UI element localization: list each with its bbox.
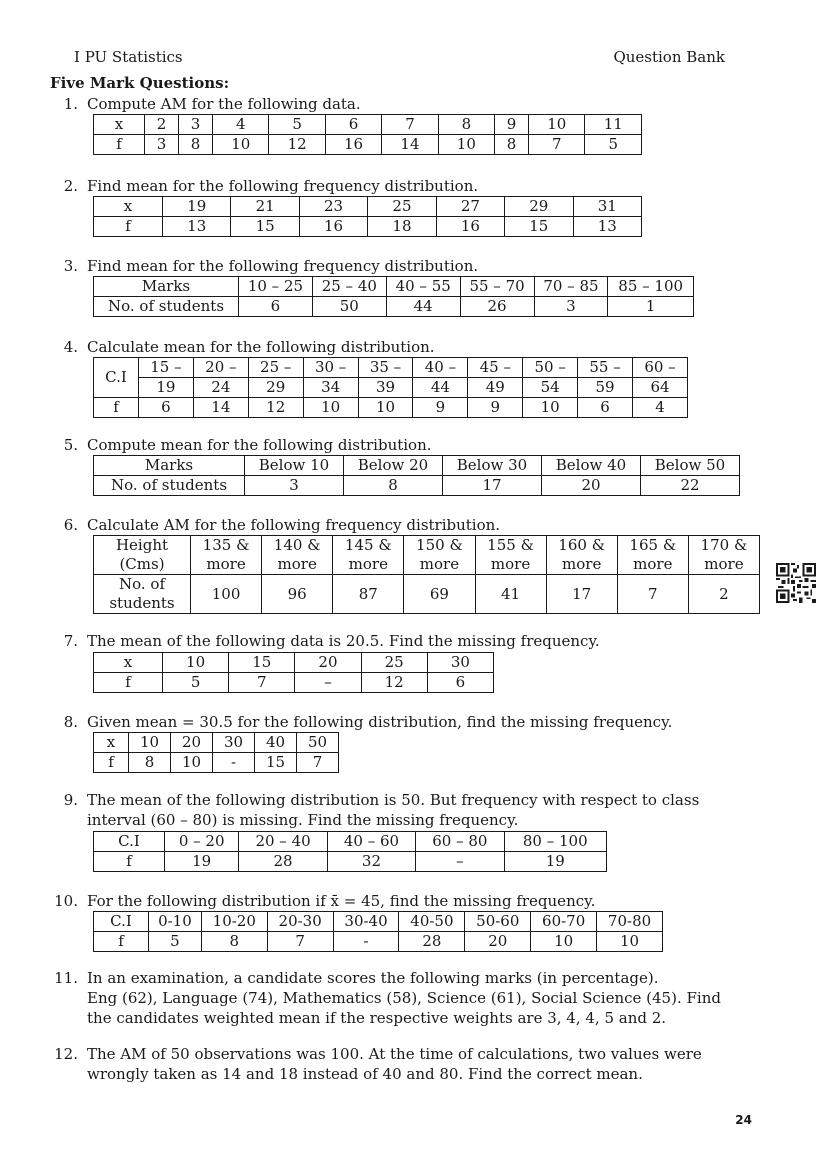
table-cell (688, 536, 759, 575)
table-cell: 25 – (248, 358, 303, 378)
question-10 (50, 891, 760, 911)
page-number: 24 (735, 1113, 752, 1127)
table-cell: 40 – 55 (386, 277, 460, 297)
table-cell: 15 (255, 753, 297, 773)
table-row-header: C.I (94, 912, 149, 932)
table-cell: 3 (145, 135, 179, 155)
table-cell: 16 (299, 217, 367, 237)
table-cell: 8 (495, 135, 529, 155)
table-cell: 25 – 40 (312, 277, 386, 297)
table-row-header: f (94, 217, 163, 237)
table-cell: 10 (129, 733, 171, 753)
table-cell-line: 140 & (273, 536, 321, 554)
table-cell: 16 (325, 135, 381, 155)
table-cell: 4 (213, 115, 269, 135)
table-cell: 8 (344, 476, 443, 496)
table-cell-line: 165 & (629, 536, 677, 554)
table-cell: 28 (399, 932, 465, 952)
table-cell: 15 (505, 217, 573, 237)
question-text: For the following distribution if x̄ = 45, find the missing frequency. (87, 892, 596, 910)
table-cell-line: (Cms) (119, 555, 165, 573)
table-cell: 60 – (633, 358, 688, 378)
table-cell-line: 135 & (202, 536, 250, 554)
table-cell: 10 (213, 135, 269, 155)
table-cell-line: more (419, 555, 460, 573)
q9-table (93, 831, 607, 872)
table-cell: 15 (229, 653, 295, 673)
table-cell: 19 (163, 197, 231, 217)
q4-table (93, 357, 688, 418)
table-cell: 7 (617, 575, 688, 614)
question-number: 5. (63, 436, 78, 454)
table-cell: 0-10 (149, 912, 202, 932)
table-row (94, 912, 663, 932)
question-number: 11. (54, 969, 78, 987)
table-cell: 8 (129, 753, 171, 773)
header-subject: I PU Statistics (74, 48, 183, 66)
table-cell: f (94, 398, 139, 418)
table-cell: C.I (94, 358, 139, 398)
table-cell-line: more (348, 555, 388, 573)
table-row (94, 115, 642, 135)
table-cell: 10 (171, 753, 213, 773)
table-row (94, 358, 688, 378)
table-cell: 15 – (139, 358, 194, 378)
table-cell: 12 (269, 135, 325, 155)
question-11 (50, 968, 760, 1028)
table-cell: 6 (325, 115, 381, 135)
table-row (94, 217, 642, 237)
table-row (94, 575, 760, 614)
question-text: The AM of 50 observations was 100. At the time of calculations, two values were (87, 1045, 702, 1063)
table-row-header: f (94, 932, 149, 952)
table-row (94, 378, 688, 398)
table-row (94, 932, 663, 952)
table-cell: 10 (163, 653, 229, 673)
table-cell-line: students (109, 594, 175, 612)
table-cell: 26 (460, 297, 534, 317)
table-cell: 17 (443, 476, 542, 496)
question-9 (50, 790, 760, 830)
table-cell: 10 (303, 398, 358, 418)
table-cell: 8 (438, 115, 494, 135)
table-cell: 31 (573, 197, 641, 217)
table-cell: 34 (303, 378, 358, 398)
table-cell: 5 (585, 135, 642, 155)
question-text: Given mean = 30.5 for the following distribution, find the missing frequency. (87, 713, 673, 731)
table-row (94, 135, 642, 155)
table-cell: 50 (297, 733, 339, 753)
table-row-header: f (94, 673, 163, 693)
table-cell-line: 170 & (700, 536, 748, 554)
table-cell: 3 (534, 297, 608, 317)
table-cell: 8 (201, 932, 267, 952)
table-cell-line: more (562, 555, 602, 573)
table-cell-line: more (277, 555, 317, 573)
table-cell: 54 (523, 378, 578, 398)
question-text: Eng (62), Language (74), Mathematics (58), Science (61), Social Science (45). Find (87, 989, 721, 1007)
table-cell: 2 (688, 575, 759, 614)
table-cell: 50 (312, 297, 386, 317)
table-cell: 85 – 100 (608, 277, 694, 297)
table-cell: 20 (295, 653, 361, 673)
table-cell: 27 (436, 197, 504, 217)
table-cell: 10 (523, 398, 578, 418)
table-cell: 2 (145, 115, 179, 135)
table-cell: 23 (299, 197, 367, 217)
table-cell: 55 – (578, 358, 633, 378)
table-cell: 19 (504, 852, 606, 872)
table-cell: 96 (262, 575, 333, 614)
table-cell: 17 (546, 575, 617, 614)
table-cell: – (295, 673, 361, 693)
question-2 (50, 176, 760, 196)
table-cell: 40 (255, 733, 297, 753)
table-cell: 0 – 20 (165, 832, 239, 852)
q6-table (93, 535, 760, 614)
table-cell: 8 (179, 135, 213, 155)
table-cell: 22 (641, 476, 740, 496)
table-row-header: x (94, 653, 163, 673)
question-number: 8. (63, 713, 78, 731)
q7-table (93, 652, 494, 693)
question-number: 7. (63, 632, 78, 650)
table-row (94, 476, 740, 496)
table-cell: Below 50 (641, 456, 740, 476)
q1-table (93, 114, 642, 155)
table-cell: 80 – 100 (504, 832, 606, 852)
table-cell: 9 (468, 398, 523, 418)
table-cell: 25 (361, 653, 427, 673)
table-cell (94, 575, 191, 614)
section-title: Five Mark Questions: (50, 74, 230, 92)
table-row (94, 297, 694, 317)
question-number: 3. (63, 257, 78, 275)
table-cell-line: 150 & (416, 536, 463, 554)
table-cell: 44 (386, 297, 460, 317)
table-cell: 20 (542, 476, 641, 496)
table-cell: 7 (229, 673, 295, 693)
question-3 (50, 256, 760, 276)
table-cell: 13 (163, 217, 231, 237)
table-cell: 40-50 (399, 912, 465, 932)
table-cell: 10 (531, 932, 597, 952)
question-number: 9. (63, 791, 78, 809)
question-text: the candidates weighted mean if the respective weights are 3, 4, 4, 5 and 2. (87, 1009, 667, 1027)
table-cell-line: 160 & (558, 536, 606, 554)
table-cell: 70-80 (597, 912, 663, 932)
table-row (94, 536, 760, 575)
table-cell: 6 (427, 673, 493, 693)
table-cell: 50-60 (465, 912, 531, 932)
question-12 (50, 1044, 760, 1084)
table-row (94, 456, 740, 476)
question-text: Compute mean for the following distribution. (87, 436, 432, 454)
question-number: 2. (63, 177, 78, 195)
question-text: The mean of the following distribution is 50. But frequency with respect to class (87, 791, 700, 809)
table-cell: 9 (413, 398, 468, 418)
q2-table (93, 196, 642, 237)
header-title: Question Bank (613, 48, 725, 66)
table-cell-line: more (490, 555, 531, 573)
table-cell: 59 (578, 378, 633, 398)
table-cell: - (213, 753, 255, 773)
table-cell: - (333, 932, 399, 952)
table-cell (262, 536, 333, 575)
table-cell: 87 (333, 575, 404, 614)
table-cell: 29 (505, 197, 573, 217)
table-row-header: C.I (94, 832, 165, 852)
table-cell: – (416, 852, 504, 872)
table-cell: 12 (361, 673, 427, 693)
question-text: Compute AM for the following data. (87, 95, 361, 113)
table-cell: 7 (297, 753, 339, 773)
table-cell: 10 (597, 932, 663, 952)
question-text: Calculate mean for the following distribution. (87, 338, 435, 356)
table-cell (617, 536, 688, 575)
table-cell: 14 (193, 398, 248, 418)
table-row (94, 277, 694, 297)
table-cell: 55 – 70 (460, 277, 534, 297)
table-cell: 1 (608, 297, 694, 317)
table-cell: 10 – 25 (239, 277, 313, 297)
table-cell: 28 (239, 852, 327, 872)
table-cell: 3 (179, 115, 213, 135)
table-cell: 16 (436, 217, 504, 237)
table-cell: 5 (149, 932, 202, 952)
table-cell: 13 (573, 217, 641, 237)
question-7 (50, 631, 760, 651)
question-1 (50, 94, 760, 114)
table-cell: 44 (413, 378, 468, 398)
question-text: Find mean for the following frequency distribution. (87, 257, 479, 275)
table-cell: 20 (171, 733, 213, 753)
question-8 (50, 712, 760, 732)
table-cell: 6 (239, 297, 313, 317)
table-cell (94, 536, 191, 575)
table-cell: 60 – 80 (416, 832, 504, 852)
table-cell (191, 536, 262, 575)
question-text: interval (60 – 80) is missing. Find the missing frequency. (87, 811, 519, 829)
table-cell: 7 (529, 135, 585, 155)
table-cell: 12 (248, 398, 303, 418)
table-cell (404, 536, 475, 575)
table-row (94, 753, 339, 773)
table-cell: 70 – 85 (534, 277, 608, 297)
q8-table (93, 732, 339, 773)
table-cell (475, 536, 546, 575)
q5-table (93, 455, 740, 496)
table-row (94, 673, 494, 693)
table-row (94, 197, 642, 217)
question-number: 1. (63, 95, 78, 113)
table-cell: 30 (427, 653, 493, 673)
table-cell: 7 (382, 115, 438, 135)
table-cell-line: Height (115, 536, 169, 554)
table-cell: 20 – 40 (239, 832, 327, 852)
q10-table (93, 911, 663, 952)
table-cell-line: No. of (118, 575, 165, 593)
table-cell: 10 (438, 135, 494, 155)
table-cell: 49 (468, 378, 523, 398)
table-cell: 10 (529, 115, 585, 135)
table-cell: Below 10 (245, 456, 344, 476)
table-cell: Below 20 (344, 456, 443, 476)
table-cell: 18 (368, 217, 436, 237)
table-row-header: Marks (94, 277, 239, 297)
table-cell: 50 – (523, 358, 578, 378)
table-cell: 3 (245, 476, 344, 496)
question-text: Calculate AM for the following frequency distribution. (87, 516, 501, 534)
question-number: 12. (54, 1045, 78, 1063)
question-4 (50, 337, 760, 357)
question-text: The mean of the following data is 20.5. Find the missing frequency. (87, 632, 600, 650)
question-number: 6. (63, 516, 78, 534)
table-cell: 40 – 60 (327, 832, 415, 852)
table-cell: 30-40 (333, 912, 399, 932)
table-cell: 19 (139, 378, 194, 398)
table-row-header: Marks (94, 456, 245, 476)
table-row-header: x (94, 733, 129, 753)
table-cell-line: more (704, 555, 744, 573)
table-cell: 39 (358, 378, 413, 398)
table-cell: 9 (495, 115, 529, 135)
question-number: 10. (54, 892, 78, 910)
table-cell-line: 145 & (344, 536, 392, 554)
table-cell: 32 (327, 852, 415, 872)
table-cell (546, 536, 617, 575)
table-row-header: No. of students (94, 297, 239, 317)
table-cell: 60-70 (531, 912, 597, 932)
table-cell-line: more (206, 555, 246, 573)
question-6 (50, 515, 760, 535)
table-cell: 24 (193, 378, 248, 398)
table-cell: 20 – (193, 358, 248, 378)
table-cell-line: more (633, 555, 673, 573)
table-cell: 14 (382, 135, 438, 155)
table-row (94, 398, 688, 418)
table-cell: 5 (163, 673, 229, 693)
table-row-header: x (94, 115, 145, 135)
table-cell: 40 – (413, 358, 468, 378)
table-row (94, 832, 607, 852)
table-row (94, 733, 339, 753)
table-row-header: f (94, 753, 129, 773)
table-cell: 64 (633, 378, 688, 398)
table-cell-line: 155 & (487, 536, 534, 554)
table-cell: 19 (165, 852, 239, 872)
table-cell: 6 (139, 398, 194, 418)
table-cell: 6 (578, 398, 633, 418)
table-cell: 41 (475, 575, 546, 614)
table-cell: 11 (585, 115, 642, 135)
table-cell: 7 (267, 932, 333, 952)
table-row-header: x (94, 197, 163, 217)
table-cell: 29 (248, 378, 303, 398)
table-row (94, 852, 607, 872)
qr-code-icon (776, 563, 816, 603)
table-cell: Below 30 (443, 456, 542, 476)
table-cell: 100 (191, 575, 262, 614)
table-cell: 45 – (468, 358, 523, 378)
question-number: 4. (63, 338, 78, 356)
table-cell: 30 (213, 733, 255, 753)
q3-table (93, 276, 694, 317)
question-text: Find mean for the following frequency distribution. (87, 177, 479, 195)
question-text: In an examination, a candidate scores the following marks (in percentage). (87, 969, 659, 987)
table-cell: Below 40 (542, 456, 641, 476)
question-5 (50, 435, 760, 455)
table-cell: 15 (231, 217, 299, 237)
question-text: wrongly taken as 14 and 18 instead of 40 and 80. Find the correct mean. (87, 1065, 643, 1083)
table-row-header: No. of students (94, 476, 245, 496)
table-cell: 5 (269, 115, 325, 135)
table-cell: 21 (231, 197, 299, 217)
table-cell: 4 (633, 398, 688, 418)
table-row (94, 653, 494, 673)
table-row-header: f (94, 135, 145, 155)
table-cell: 30 – (303, 358, 358, 378)
table-cell: 69 (404, 575, 475, 614)
table-cell: 20-30 (267, 912, 333, 932)
table-cell (333, 536, 404, 575)
table-cell: 10 (358, 398, 413, 418)
table-row-header: f (94, 852, 165, 872)
table-cell: 35 – (358, 358, 413, 378)
table-cell: 20 (465, 932, 531, 952)
table-cell: 10-20 (201, 912, 267, 932)
table-cell: 25 (368, 197, 436, 217)
